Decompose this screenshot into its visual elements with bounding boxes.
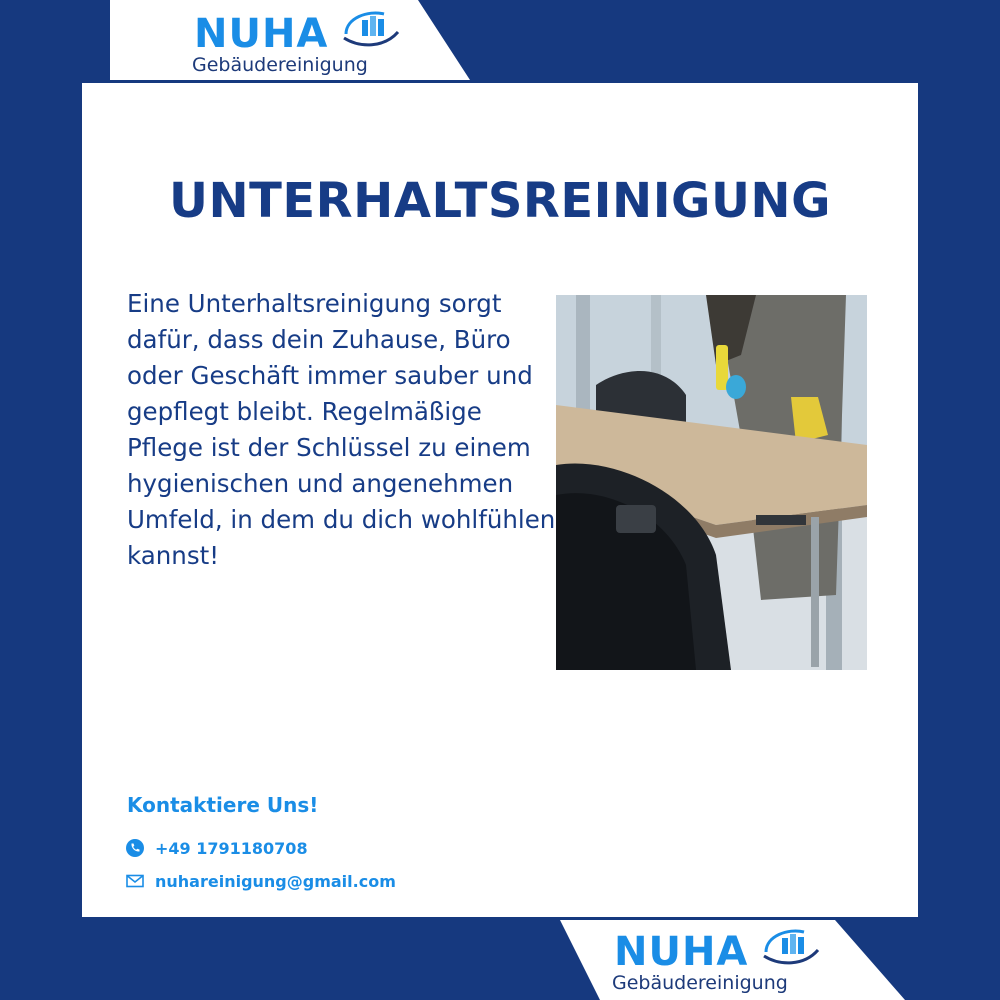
logo-wordmark: NUHA (614, 929, 749, 975)
phone-icon (125, 838, 145, 858)
buildings-swoosh-icon (760, 926, 820, 970)
logo-subtitle: Gebäudereinigung (192, 54, 368, 76)
brand-logo-top[interactable] (190, 8, 405, 78)
service-description: Eine Unterhaltsreinigung sorgt dafür, dass dein Zuhause, Büro oder Geschäft immer sauber und gepflegt bleibt. Regelmäßige Pflege ist der Schlüssel zu einem hygienischen und angenehmen Umfeld, in dem du dich wohlfühlen kannst! (127, 289, 556, 570)
content-card (82, 83, 918, 917)
brand-logo-bottom[interactable] (610, 926, 825, 996)
phone-contact[interactable] (125, 836, 308, 860)
logo-wordmark: NUHA (194, 11, 329, 57)
page-title: UNTERHALTSREINIGUNG (169, 173, 831, 229)
logo-subtitle: Gebäudereinigung (612, 972, 788, 994)
email-address: nuhareinigung@gmail.com (155, 871, 396, 891)
cleaning-photo (556, 295, 867, 670)
phone-number: +49 1791180708 (155, 838, 308, 858)
mail-icon (125, 871, 145, 891)
buildings-swoosh-icon (340, 8, 400, 52)
contact-heading: Kontaktiere Uns! (127, 793, 319, 817)
yellow-glove-left (716, 345, 728, 390)
email-contact[interactable] (125, 869, 396, 893)
spray-bottle (726, 375, 746, 399)
